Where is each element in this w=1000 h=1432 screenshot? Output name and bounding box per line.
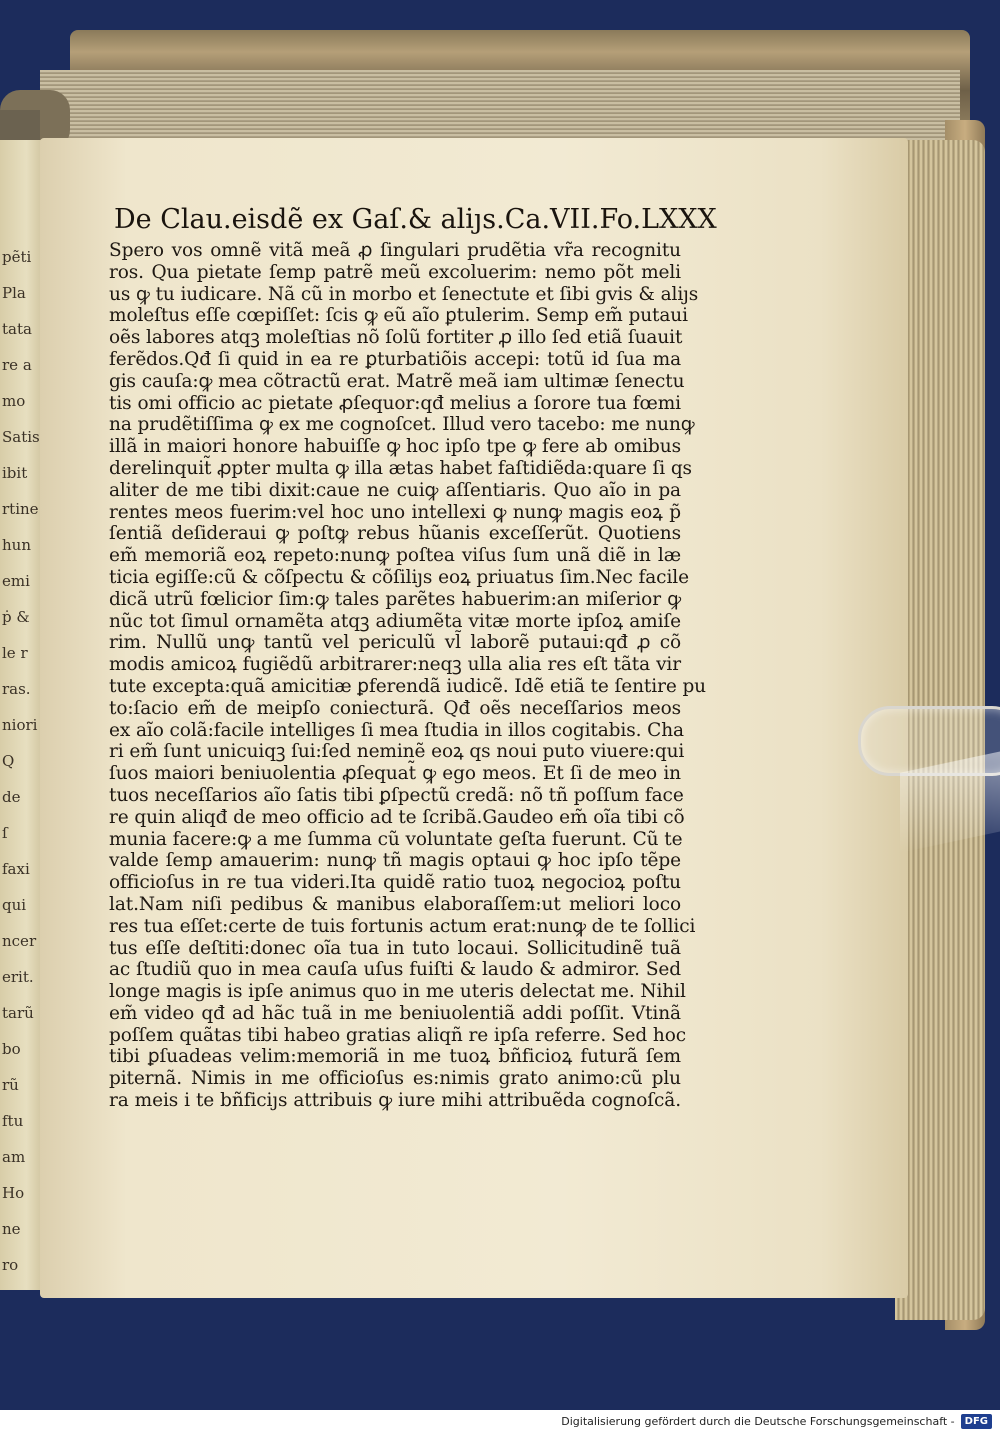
text-line: ex aĩo colã:facile intelliges ſi mea ſtudia in illos cogitabis. Cha — [109, 719, 684, 741]
text-line: tis omi officio ac pietate ꝓſequor:qđ melius a ſorore tua fœmi — [109, 392, 681, 414]
facing-page-fragment: emi — [2, 572, 30, 590]
text-line: piternã. Nimis in me officioſus es:nimis grato animo:cũ plu — [109, 1068, 681, 1090]
facing-page-fragment: Ho — [2, 1184, 25, 1202]
footer-bar — [0, 1410, 1000, 1432]
book-top-page-edges — [40, 70, 960, 140]
facing-page-fragment: tarũ — [2, 1004, 34, 1022]
text-line: munia facere:ꝙ a me ſumma cũ voluntate geſta fuerunt. Cũ te — [109, 828, 683, 850]
footer-credit: Digitalisierung gefördert durch die Deutsche Forschungsgemeinschaft - — [561, 1414, 955, 1428]
facing-page-fragment: faxi — [2, 860, 30, 878]
text-line: derelinquit̃ ꝓpter multa ꝙ illa ætas habet faſtidiẽda:quare ſi qs — [109, 457, 692, 479]
text-line: valde ſemp amauerim: nunꝙ tñ magis optaui ꝙ hoc ipſo tẽpe — [109, 850, 681, 872]
folio-number: Fo.LXXX — [599, 204, 717, 235]
running-header — [114, 204, 717, 238]
facing-page-fragment: pẽti — [2, 248, 32, 266]
text-line: tus eſſe deſtiti:donec oĩa tua in tuto locaui. Sollicitudinẽ tuã — [109, 937, 681, 959]
facing-page-fragment: ṗ & — [2, 608, 30, 626]
text-line: to:ſacio em̃ de meipſo coniecturã. Qđ oẽs neceſſarios meos — [109, 697, 681, 719]
facing-page-fragment: erit. — [2, 968, 34, 986]
facing-page-fragment: Q — [2, 752, 15, 770]
text-line: dicã utrũ fœlicior ſim:ꝙ tales parẽtes habuerim:an miſerior ꝙ — [109, 588, 681, 610]
text-line: modis amicoꝝ fugiẽdũ arbitrarer:neqꝫ ulla alia res eſt tãta vir — [109, 654, 681, 676]
facing-page-fragment: rtine — [2, 500, 39, 518]
text-line: tibi ꝑſuadeas velim:memoriã in me tuoꝝ bñficioꝝ futurã ſem — [109, 1046, 681, 1068]
text-line: ra meis i te bñficiȷs attribuis ꝙ iure mihi attribuẽda cognoſcã. — [109, 1090, 681, 1112]
text-line: ferẽdos.Qđ ſi quid in ea re ꝑturbatiõis accepi: totũ id ſua ma — [109, 348, 681, 370]
facing-page-fragment: ras. — [2, 680, 31, 698]
text-line: oẽs labores atqꝫ moleſtias nõ ſolũ fortiter ꝓ illo ſed etiã ſuauit — [109, 327, 683, 349]
text-line: aliter de me tibi dixit:caue ne cuiꝙ aſſentiaris. Quo aĩo in pa — [109, 479, 681, 501]
facing-page-fragment: re a — [2, 356, 32, 374]
facing-page-fragment: de — [2, 788, 21, 806]
header-title: De Clau.eisdẽ ex Gaſ.& aliȷs.Ca.VII. — [114, 204, 600, 235]
text-line: ſuos maiori beniuolentia ꝓſequat̃ ꝙ ego meos. Et ſi de meo in — [109, 763, 681, 785]
text-line: ſentiã deſideraui ꝙ poſtꝙ rebus hũanis exceſſerũt. Quotiens — [109, 523, 681, 545]
text-line: tuos neceſſarios aĩo ſatis tibi ꝑſpectũ credã: nõ tñ poſſum face — [109, 784, 684, 806]
facing-page-fragment: ro — [2, 1256, 19, 1274]
facing-page-fragment: am — [2, 1148, 26, 1166]
facing-page-fragment: hun — [2, 536, 31, 554]
facing-page-fragment: niori — [2, 716, 38, 734]
facing-page-fragment: ftu — [2, 1112, 24, 1130]
text-line: us ꝙ tu iudicare. Nã cũ in morbo et ſenectute et ſibi gvis & aliȷs — [109, 283, 699, 305]
facing-page-fragment: qui — [2, 896, 27, 914]
facing-page-fragment: ibit — [2, 464, 28, 482]
text-line: ac ſtudiũ quo in mea cauſa uſus fuiſti & laudo & admiror. Sed — [109, 959, 681, 981]
text-line: nũc tot ſimul ornamẽta atqꝫ adiumẽta vitæ morte ipſoꝝ amiſe — [109, 610, 681, 632]
text-line: rim. Nullũ unꝙ tantũ vel periculũ vl̃ laborẽ putaui:qđ ꝓ cõ — [109, 632, 681, 654]
text-line: officioſus in re tua videri.Ita quidẽ ratio tuoꝝ negocioꝝ poſtu — [109, 872, 681, 894]
text-line: longe magis is ipſe animus quo in me uteris delectat me. Nihil — [109, 981, 686, 1003]
facing-page-fragment: mo — [2, 392, 26, 410]
facing-page — [0, 140, 44, 1290]
text-line: moleſtus eſſe cœpiſſet: ſcis ꝙ eũ aĩo ꝑtulerim. Semp em̃ putaui — [109, 305, 688, 327]
page-body-text — [109, 240, 706, 1112]
text-line: ri em̃ ſunt unicuiqꝫ ſui:ſed neminẽ eoꝝ qs noui puto viuere:qui — [109, 741, 685, 763]
dfg-logo: DFG — [961, 1414, 992, 1429]
facing-page-fragment: Satis — [2, 428, 40, 446]
text-line: tute excepta:quã amicitiæ ꝑferendã iudicẽ. Idẽ etiã te ſentire pu — [109, 675, 706, 697]
text-line: ticia egiſſe:cũ & cõſpectu & cõſiliȷs eoꝝ priuatus ſim.Nec facile — [109, 566, 689, 588]
text-line: illã in maiori honore habuiſſe ꝙ hoc ipſo tpe ꝙ fere ab omibus — [109, 436, 681, 458]
facing-page-fragment: ſ — [2, 824, 8, 842]
facing-page-fragment: bo — [2, 1040, 21, 1058]
text-line: em̃ memoriã eoꝝ repeto:nunꝙ poſtea viſus ſum unã diẽ in læ — [109, 545, 681, 567]
facing-page-fragment: ne — [2, 1220, 21, 1238]
text-line: rentes meos fuerim:vel hoc uno intellexi ꝙ nunꝙ magis eoꝝ p̃ — [109, 501, 681, 523]
facing-page-fragment: tata — [2, 320, 32, 338]
text-line: res tua eſſet:certe de tuis fortunis actum erat:nunꝙ de te ſollici — [109, 915, 696, 937]
facing-page-fragment: le r — [2, 644, 28, 662]
text-line: Spero vos omnẽ vitã meã ꝓ ſingulari prudẽtia vr̃a recognitu — [109, 240, 681, 261]
text-line: gis cauſa:ꝙ mea cõtractũ erat. Matrẽ meã iam ultimæ ſenectu — [109, 370, 685, 392]
text-line: poſſem quãtas tibi habeo gratias aliqñ re ipſa referre. Sed hoc — [109, 1024, 687, 1046]
facing-page-fragment: ncer — [2, 932, 37, 950]
text-line: lat.Nam niſi pedibus & manibus elaboraſſem:ut meliori loco — [109, 893, 681, 915]
text-line: ros. Qua pietate ſemp patrẽ meũ excoluerim: nemo põt meli — [109, 261, 681, 283]
text-line: em̃ video qđ ad hãc tuã in me beniuolentiã addi poſſit. Vtinã — [109, 1002, 681, 1024]
text-line: re quin aliqđ de meo officio ad te ſcribã.Gaudeo em̃ oĩa tibi cõ — [109, 806, 685, 828]
facing-page-fragment: rũ — [2, 1076, 19, 1094]
text-line: na prudẽtiſſima ꝙ ex me cognoſcet. Illud vero tacebo: me nunꝙ — [109, 414, 695, 436]
facing-page-fragment: Pla — [2, 284, 26, 302]
